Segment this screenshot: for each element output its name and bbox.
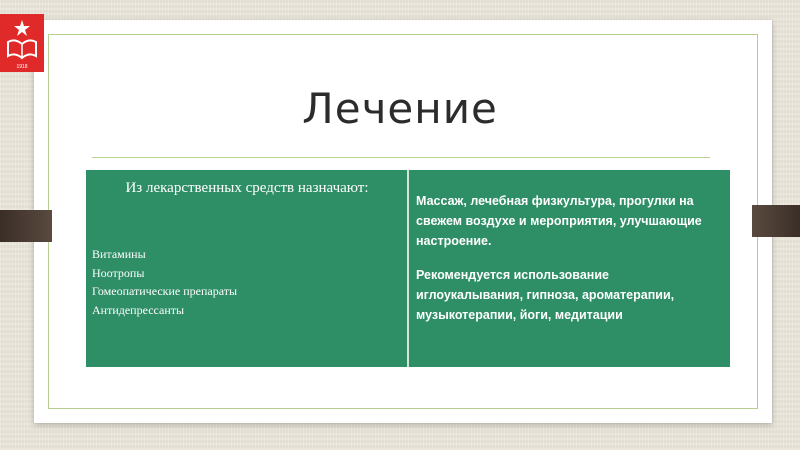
column-divider (407, 170, 409, 367)
list-item: Витамины (92, 247, 146, 261)
right-decorative-tab (752, 205, 800, 237)
university-logo (0, 14, 44, 72)
left-decorative-tab (0, 210, 52, 242)
activities-paragraph: Массаж, лечебная физкультура, прогулки на свежем воздухе и мероприятия, улучшающие настроение. (416, 194, 702, 248)
list-item: Ноотропы (92, 265, 145, 280)
therapies-column (416, 191, 716, 325)
slide-title: Лечение (302, 84, 498, 133)
logo-year: 1918 (16, 64, 28, 70)
medications-list (92, 245, 392, 319)
list-item: Антидепрессанты (92, 302, 185, 317)
recommendations-paragraph: Рекомендуется использование иглоукалывания, гипноза, ароматерапии, музыкотерапии, йоги, медитации (416, 268, 675, 322)
title-underline (92, 157, 710, 158)
list-item: Гомеопатические препараты (92, 284, 238, 298)
medications-heading: Из лекарственных средств назначают: (125, 180, 369, 196)
